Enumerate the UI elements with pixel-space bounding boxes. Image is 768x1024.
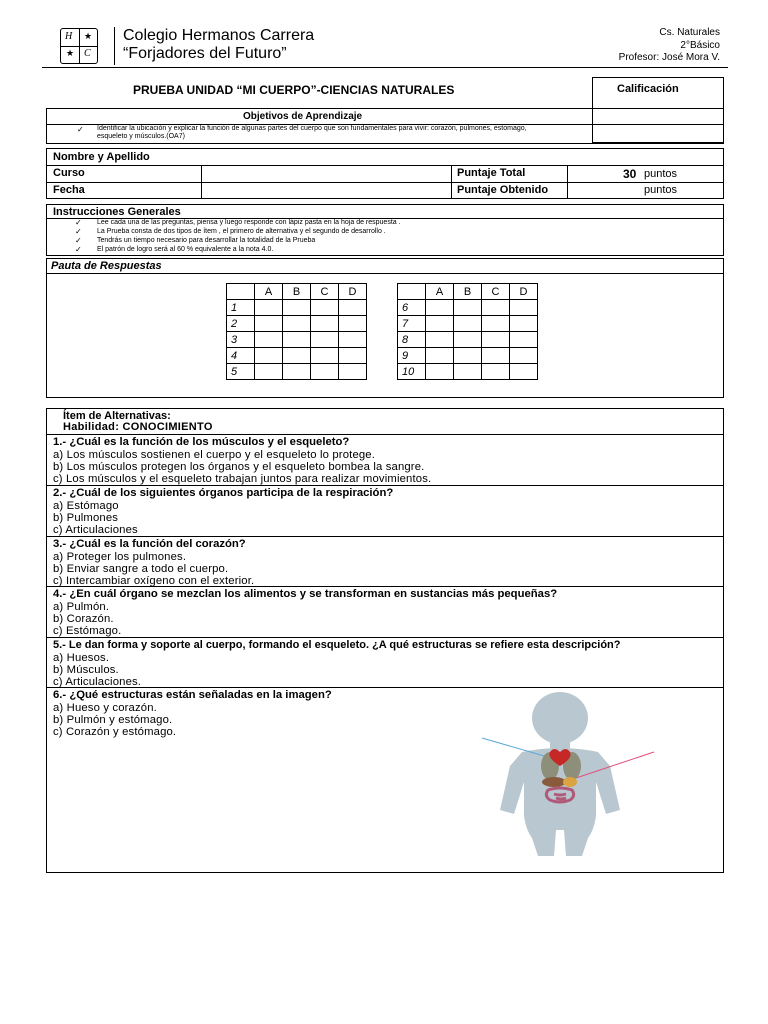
logo-letter-h: H — [65, 31, 73, 42]
teacher-label: Profesor: José Mora V. — [618, 52, 720, 63]
answer-cell[interactable] — [426, 364, 454, 380]
question-5 — [47, 638, 723, 688]
option-a[interactable]: a) Huesos. — [53, 652, 110, 664]
option-b[interactable]: b) Enviar sangre a todo el cuerpo. — [53, 563, 229, 575]
total-score-value: 30 — [623, 167, 637, 181]
test-title: PRUEBA UNIDAD “MI CUERPO”-CIENCIAS NATURALES — [133, 83, 455, 97]
answer-cell[interactable] — [482, 348, 510, 364]
course-field[interactable] — [203, 166, 449, 182]
liver-icon — [542, 777, 566, 787]
answer-cell[interactable] — [482, 300, 510, 316]
answer-cell[interactable] — [482, 364, 510, 380]
grid-col-header: B — [283, 284, 311, 300]
question-text: 2.- ¿Cuál de los siguientes órganos participa de la respiración? — [53, 487, 394, 499]
school-motto: “Forjadores del Futuro” — [123, 45, 287, 62]
question-text: 1.- ¿Cuál es la función de los músculos y el esqueleto? — [53, 436, 350, 448]
grid-col-header: A — [426, 284, 454, 300]
objective-item-line2: esqueleto y músculos.(OA7) — [97, 133, 185, 140]
answer-cell[interactable] — [283, 348, 311, 364]
answer-cell[interactable] — [255, 300, 283, 316]
question-text: 5.- Le dan forma y soporte al cuerpo, formando el esqueleto. ¿A qué estructuras se refiere esta descripción? — [53, 639, 621, 651]
objectives-heading: Objetivos de Aprendizaje — [243, 111, 363, 122]
answer-cell[interactable] — [311, 300, 339, 316]
question-3 — [47, 537, 723, 587]
answer-cell[interactable] — [510, 300, 538, 316]
question-1 — [47, 435, 723, 485]
items-section-skill: Habilidad: CONOCIMIENTO — [63, 421, 213, 433]
answer-cell[interactable] — [311, 332, 339, 348]
school-name: Colegio Hermanos Carrera — [123, 27, 315, 44]
school-logo — [60, 28, 98, 64]
subject-label: Cs. Naturales — [659, 27, 720, 38]
answer-cell[interactable] — [482, 316, 510, 332]
option-b[interactable]: b) Pulmones — [53, 512, 119, 524]
date-label: Fecha — [53, 184, 85, 196]
answer-cell[interactable] — [339, 332, 367, 348]
total-score-unit: puntos — [644, 168, 678, 180]
instruction-item: El patrón de logro será al 60 % equivalente a la nota 4.0. — [97, 246, 274, 253]
grid-corner — [398, 284, 426, 300]
answer-cell[interactable] — [510, 332, 538, 348]
answer-cell[interactable] — [311, 364, 339, 380]
question-text: 6.- ¿Qué estructuras están señaladas en la imagen? — [53, 689, 332, 701]
answer-cell[interactable] — [255, 332, 283, 348]
answer-cell[interactable] — [283, 332, 311, 348]
answer-cell[interactable] — [454, 348, 482, 364]
option-c[interactable]: c) Los músculos y el esqueleto trabajan juntos para realizar movimientos. — [53, 473, 432, 485]
grid-row-number: 2 — [227, 316, 255, 332]
grid-row-number: 8 — [398, 332, 426, 348]
question-text: 3.- ¿Cuál es la función del corazón? — [53, 538, 246, 550]
grid-col-header: D — [510, 284, 538, 300]
check-icon: ✓ — [77, 125, 84, 134]
answer-cell[interactable] — [255, 348, 283, 364]
objectives-box — [46, 108, 724, 144]
question-2 — [47, 486, 723, 536]
option-a[interactable]: a) Proteger los pulmones. — [53, 551, 187, 563]
option-c[interactable]: c) Corazón y estómago. — [53, 726, 177, 738]
student-info-table — [46, 148, 724, 199]
date-field[interactable] — [203, 183, 449, 198]
grid-row-number: 4 — [227, 348, 255, 364]
logo-letter-c: C — [84, 48, 91, 59]
answer-cell[interactable] — [426, 332, 454, 348]
answer-grid-left — [226, 283, 367, 380]
grid-row-number: 6 — [398, 300, 426, 316]
grid-row-number: 3 — [227, 332, 255, 348]
answer-cell[interactable] — [283, 316, 311, 332]
logo-star-icon: ★ — [84, 31, 93, 41]
answer-cell[interactable] — [510, 316, 538, 332]
answer-cell[interactable] — [339, 348, 367, 364]
instruction-item: La Prueba consta de dos tipos de ítem , el primero de alternativa y el segundo de desarrollo . — [97, 228, 386, 235]
check-icon: ✓ — [75, 236, 82, 245]
instructions-box — [46, 204, 724, 256]
answer-grid-right — [397, 283, 538, 380]
option-c[interactable]: c) Articulaciones. — [53, 676, 142, 688]
answer-cell[interactable] — [255, 364, 283, 380]
check-icon: ✓ — [75, 227, 82, 236]
answer-cell[interactable] — [283, 364, 311, 380]
total-score-label: Puntaje Total — [457, 167, 526, 179]
grid-row-number: 7 — [398, 316, 426, 332]
grid-col-header: B — [454, 284, 482, 300]
answer-cell[interactable] — [255, 316, 283, 332]
answer-cell[interactable] — [311, 348, 339, 364]
answer-cell[interactable] — [482, 332, 510, 348]
human-body-illustration — [470, 690, 684, 862]
grade-label: 2°Básico — [680, 40, 720, 51]
grid-col-header: C — [311, 284, 339, 300]
name-label: Nombre y Apellido — [53, 151, 150, 163]
question-text: 4.- ¿En cuál órgano se mezclan los alimentos y se transforman en sustancias más pequeñas? — [53, 588, 558, 600]
grid-col-header: C — [482, 284, 510, 300]
check-icon: ✓ — [75, 245, 82, 254]
stomach-icon — [563, 777, 577, 787]
answer-cell[interactable] — [454, 316, 482, 332]
answer-cell[interactable] — [510, 364, 538, 380]
grid-row-number: 5 — [227, 364, 255, 380]
answer-cell[interactable] — [311, 316, 339, 332]
option-b[interactable]: b) Corazón. — [53, 613, 114, 625]
option-b[interactable]: b) Músculos. — [53, 664, 119, 676]
grid-row-number: 1 — [227, 300, 255, 316]
option-b[interactable]: b) Los músculos protegen los órganos y el esqueleto bombea la sangre. — [53, 461, 425, 473]
answer-cell[interactable] — [454, 364, 482, 380]
option-a[interactable]: a) Pulmón. — [53, 601, 110, 613]
question-4 — [47, 587, 723, 637]
answer-cell[interactable] — [426, 348, 454, 364]
answer-cell[interactable] — [339, 300, 367, 316]
items-section-title: Ítem de Alternativas: — [63, 410, 171, 422]
answer-cell[interactable] — [339, 364, 367, 380]
instructions-heading: Instrucciones Generales — [53, 206, 181, 218]
answer-cell[interactable] — [426, 300, 454, 316]
logo-star-icon: ★ — [66, 48, 75, 58]
objective-item-line1: Identificar la ubicación y explicar la función de algunas partes del cuerpo que son fundamentales para vivir: corazón, pulmones, estomago, — [97, 125, 527, 132]
option-c[interactable]: c) Estómago. — [53, 625, 122, 637]
header-rule — [42, 67, 728, 68]
obtained-score-unit: puntos — [644, 184, 678, 196]
course-label: Curso — [53, 167, 85, 179]
grid-row-number: 9 — [398, 348, 426, 364]
option-c[interactable]: c) Articulaciones — [53, 524, 138, 536]
option-a[interactable]: a) Estómago — [53, 500, 119, 512]
option-b[interactable]: b) Pulmón y estómago. — [53, 714, 173, 726]
answer-cell[interactable] — [454, 300, 482, 316]
grid-corner — [227, 284, 255, 300]
obtained-score-field[interactable] — [569, 183, 643, 198]
answer-cell[interactable] — [454, 332, 482, 348]
option-a[interactable]: a) Los músculos sostienen el cuerpo y el esqueleto lo protege. — [53, 449, 376, 461]
instruction-item: Lee cada una de las preguntas, piensa y luego responde con lápiz pasta en la hoja de respuesta . — [97, 219, 401, 226]
body-silhouette — [500, 692, 620, 856]
answer-cell[interactable] — [283, 300, 311, 316]
grid-row-number: 10 — [398, 364, 426, 380]
check-icon: ✓ — [75, 218, 82, 227]
option-a[interactable]: a) Hueso y corazón. — [53, 702, 157, 714]
answer-cell[interactable] — [339, 316, 367, 332]
answer-key-box — [46, 258, 724, 398]
answer-cell[interactable] — [510, 348, 538, 364]
answer-cell[interactable] — [426, 316, 454, 332]
grid-col-header: A — [255, 284, 283, 300]
obtained-score-label: Puntaje Obtenido — [457, 184, 549, 196]
grid-col-header: D — [339, 284, 367, 300]
instruction-item: Tendrás un tiempo necesario para desarrollar la totalidad de la Prueba — [97, 237, 316, 244]
header-divider — [114, 27, 115, 65]
name-field[interactable] — [201, 149, 723, 165]
option-c[interactable]: c) Intercambiar oxígeno con el exterior. — [53, 575, 255, 587]
answer-key-heading: Pauta de Respuestas — [51, 260, 162, 272]
grade-box-label: Calificación — [617, 83, 679, 95]
